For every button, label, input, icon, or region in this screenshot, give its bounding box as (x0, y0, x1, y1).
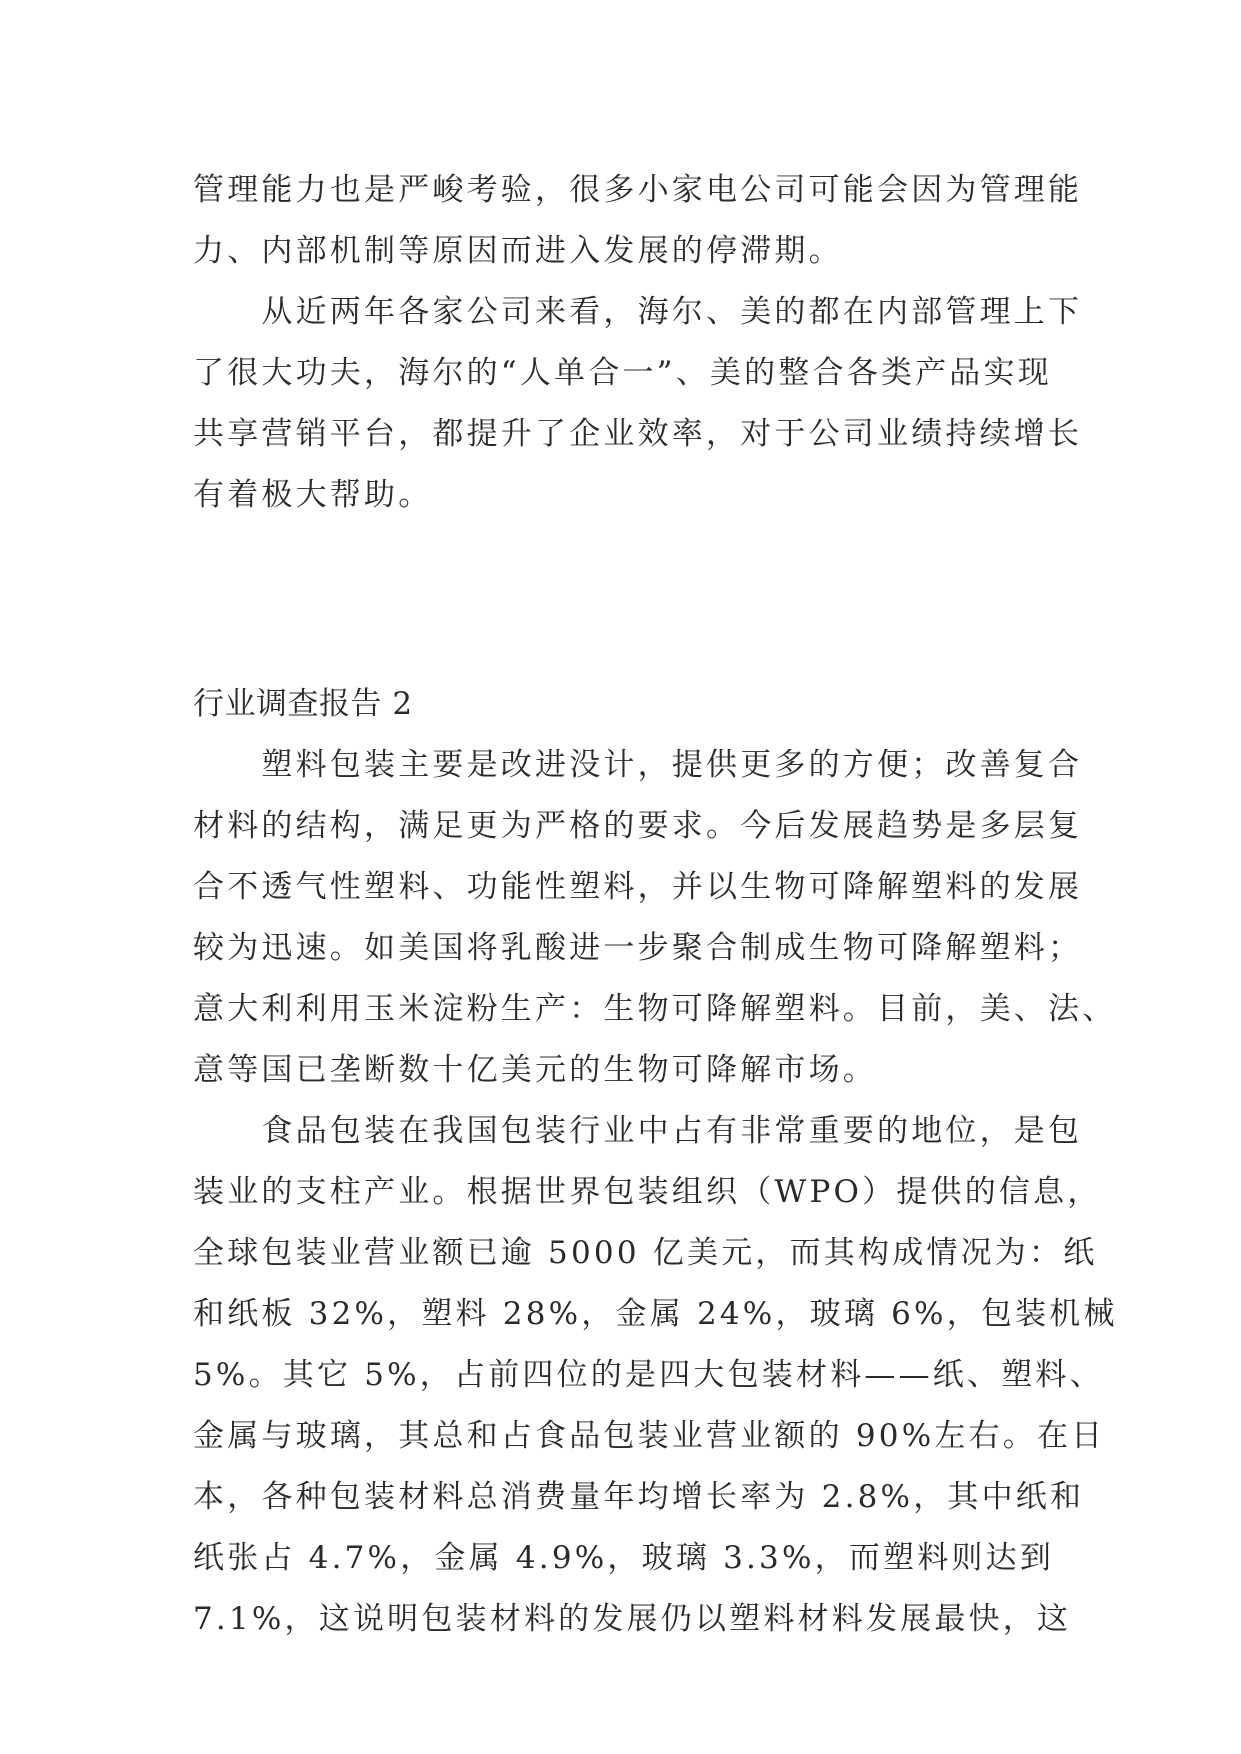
paragraph-line: 从近两年各家公司来看，海尔、美的都在内部管理上下 (193, 294, 1083, 330)
paragraph-line: 5%。其它 5%，占前四位的是四大包装材料——纸、塑料、 (193, 1357, 1104, 1393)
paragraph-line: 力、内部机制等原因而进入发展的停滞期。 (193, 233, 843, 269)
section-gap (193, 526, 1053, 674)
paragraph-line: 意等国已垄断数十亿美元的生物可降解市场。 (193, 1052, 877, 1088)
paragraph-line: 了很大功夫，海尔的“人单合一”、美的整合各类产品实现 (193, 355, 1052, 391)
document-body (193, 160, 1118, 1650)
paragraph-line: 材料的结构，满足更为严格的要求。今后发展趋势是多层复 (193, 808, 1083, 844)
paragraph-line: 意大利利用玉米淀粉生产：生物可降解塑料。目前，美、法、 (193, 991, 1117, 1027)
paragraph-line: 合不透气性塑料、功能性塑料，并以生物可降解塑料的发展 (193, 869, 1083, 905)
paragraph-line: 全球包装业营业额已逾 5000 亿美元，而其构成情况为：纸 (193, 1235, 1098, 1271)
paragraph-line: 本，各种包装材料总消费量年均增长率为 2.8%，其中纸和 (193, 1479, 1085, 1515)
paragraph-line: 金属与玻璃，其总和占食品包装业营业额的 90%左右。在日 (193, 1418, 1106, 1454)
paragraph-line: 和纸板 32%，塑料 28%，金属 24%，玻璃 6%，包装机械 (193, 1296, 1118, 1332)
paragraph-line: 共享营销平台，都提升了企业效率，对于公司业绩持续增长 (193, 416, 1083, 452)
paragraph-line: 纸张占 4.7%，金属 4.9%，玻璃 3.3%，而塑料则达到 (193, 1540, 1055, 1576)
paragraph-line: 食品包装在我国包装行业中占有非常重要的地位，是包 (193, 1113, 1083, 1149)
paragraph-line: 较为迅速。如美国将乳酸进一步聚合制成生物可降解塑料； (193, 930, 1083, 966)
paragraph-line: 装业的支柱产业。根据世界包装组织（WPO）提供的信息， (193, 1174, 1102, 1210)
paragraph-line: 塑料包装主要是改进没计，提供更多的方便；改善复合 (193, 747, 1083, 783)
section-title: 行业调查报告 2 (193, 686, 413, 722)
paragraph-line: 7.1%，这说明包装材料的发展仍以塑料材料发展最快，这 (193, 1601, 1072, 1637)
paragraph-line: 管理能力也是严峻考验，很多小家电公司可能会因为管理能 (193, 172, 1083, 208)
paragraph-line: 有着极大帮助。 (193, 477, 433, 513)
